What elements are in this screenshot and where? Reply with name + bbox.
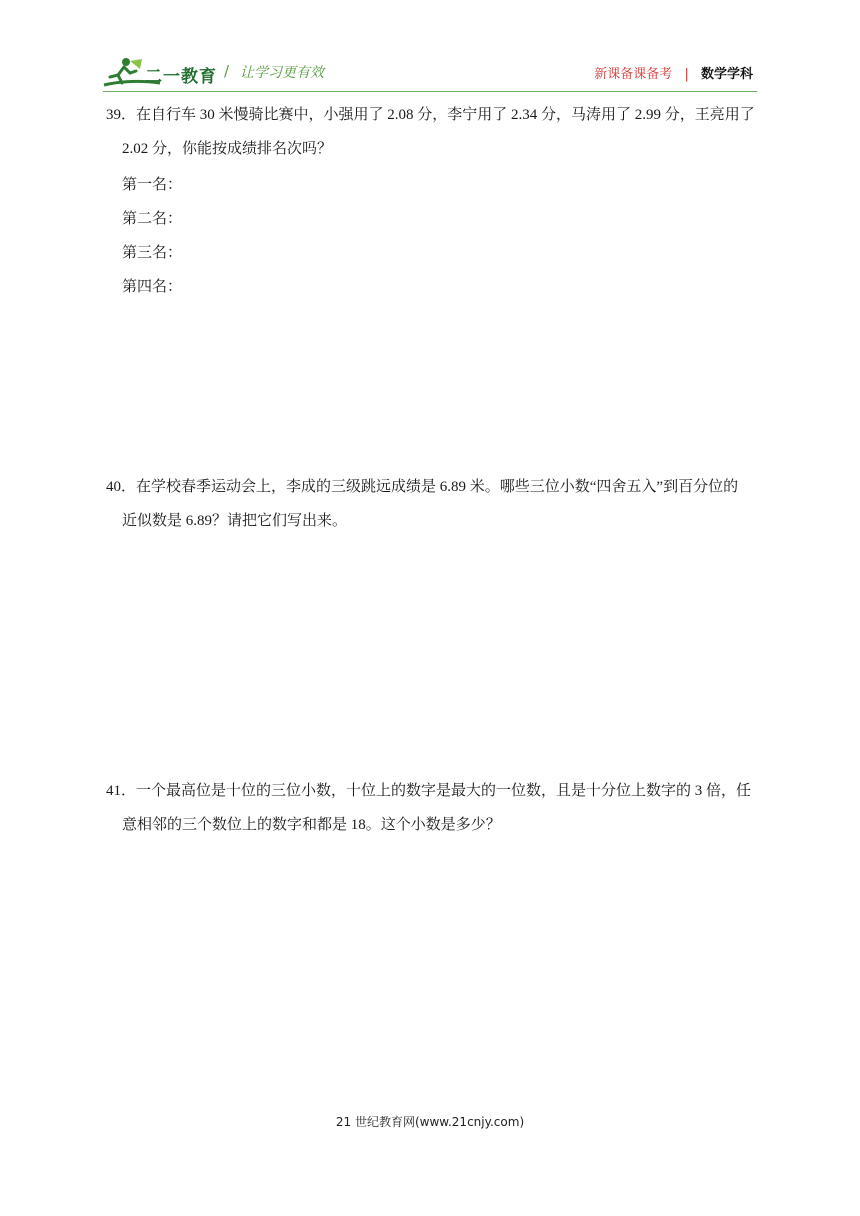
logo-text: 二一教育	[145, 67, 217, 87]
answer-blank-fourth: 第四名：	[122, 279, 183, 295]
question-39	[106, 98, 758, 166]
tag-course: 新课备课备考	[594, 67, 673, 82]
question-text: 39．在自行车 30 米慢骑比赛中，小强用了 2.08 分，李宁用了 2.34 分，马涛用了 2.99 分，王亮用了	[106, 107, 755, 123]
question-text: 41．一个最高位是十位的三位小数，十位上的数字是最大的一位数，且是十分位上数字的 3 倍，任	[106, 783, 752, 799]
question-text: 近似数是 6.89？请把它们写出来。	[122, 513, 348, 529]
answer-blank-first: 第一名：	[122, 177, 183, 193]
page-footer: 21 世纪教育网(www.21cnjy.com)	[335, 1115, 525, 1129]
slogan: 让学习更有效	[240, 65, 324, 81]
slogan-separator: /	[224, 62, 230, 80]
question-text: 40．在学校春季运动会上，李成的三级跳远成绩是 6.89 米。哪些三位小数“四舍五入”到百分位的	[106, 479, 739, 495]
answer-blank-third: 第三名：	[122, 245, 183, 261]
answer-blank-second: 第二名：	[122, 211, 183, 227]
question-text: 2.02 分，你能按成绩排名次吗？	[122, 141, 333, 157]
header-tags	[594, 63, 753, 82]
question-text: 意相邻的三个数位上的数字和都是 18。这个小数是多少？	[122, 817, 501, 833]
question-40	[106, 470, 758, 538]
tag-separator: |	[684, 67, 689, 82]
page-header	[0, 0, 860, 100]
tag-subject: 数学学科	[700, 67, 753, 82]
question-41	[106, 774, 758, 842]
header-divider	[103, 91, 757, 92]
